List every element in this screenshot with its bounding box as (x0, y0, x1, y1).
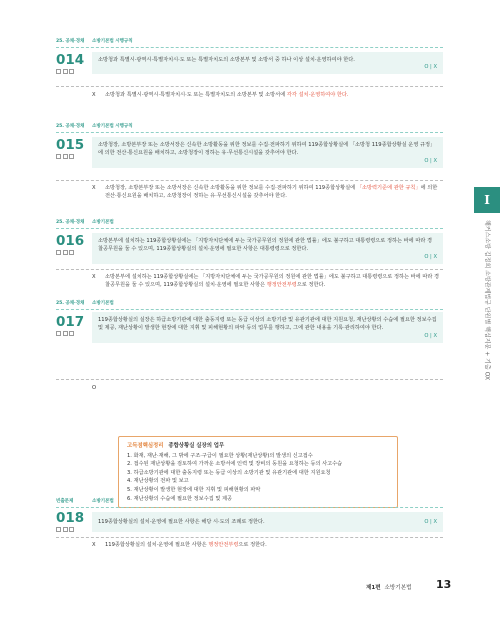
question-number: 017 (56, 314, 85, 330)
law-tag: 소방기본법 시행규칙 (92, 39, 133, 44)
question-header (56, 219, 443, 230)
header-divider (56, 309, 443, 310)
question-014 (56, 38, 443, 112)
chapter-tab[interactable]: I (474, 187, 500, 213)
source-tag: 25. 공채·경채 (56, 220, 85, 225)
law-tag: 소방기본법 시행규칙 (92, 124, 133, 129)
answer-highlight: 각각 설치·운영하여야 한다. (286, 92, 349, 98)
answer-mark: X (92, 274, 96, 280)
keypoint-item: 6. 재난상황의 수습에 필요한 정보수집 및 제공 (127, 495, 233, 502)
question-number: 018 (56, 510, 85, 526)
question-statement: 119종합상황실의 설치·운영에 필요한 사항은 해당 시·도의 조례로 정한다. (98, 519, 265, 525)
question-statement: 소방청과 특별시·광역시·특별자치시·도 또는 특별자치도의 소방본부 및 소방서 중 하나 이상 설치·운영하여야 한다. (98, 57, 355, 63)
question-statement: 소방본부에 설치하는 119종합상황실에는 「지방자치단체에 두는 국가공무원의 정원에 관한 법률」에도 불구하고 대통령령으로 정하는 바에 따라 경찰공무원을 둘 수 있으며, 119종합상황실의 설치·운영에 필요한 사항은 대통령령으로 정한다. (98, 238, 433, 253)
header-divider (56, 228, 443, 229)
keypoint-item: 4. 재난상황의 전파 및 보고 (127, 478, 189, 485)
answer-highlight: 행정안전부령 (208, 542, 239, 548)
review-checkboxes[interactable] (56, 69, 74, 74)
answer-mark: X (92, 185, 96, 191)
source-tag: 25. 공채·경채 (56, 39, 85, 44)
question-statement-panel (92, 137, 443, 168)
side-running-title: 해커스소방 김정희 소방관계법규 단원별 핵심지문 + 기출 OX (483, 220, 491, 381)
keypoint-title: 고득점핵심정리 종합상황실 실장의 업무 (127, 443, 225, 449)
review-checkboxes[interactable] (56, 527, 74, 532)
question-016 (56, 219, 443, 304)
question-header (56, 123, 443, 134)
question-statement-panel (92, 52, 443, 74)
law-tag: 소방기본법 (92, 499, 114, 504)
review-checkboxes[interactable] (56, 154, 74, 159)
question-number: 016 (56, 233, 85, 249)
ox-choice[interactable]: O | X (424, 157, 437, 164)
answer-explanation: X 소방청장, 소방본부장 또는 소방서장은 신속한 소방활동을 위한 정보를 수집·전파하기 위하여 119종합상황실에 「소방력기준에 관한 규칙」에 의한 전산·통신요원을 배치하고, 소방청장이 정하는 유·무선통신시설을 갖추어야 한다. (92, 185, 438, 200)
source-tag: 25. 공채·경채 (56, 301, 85, 306)
ox-choice[interactable]: O | X (424, 332, 437, 339)
answer-explanation: X 소방본부에 설치하는 119종합상황실에는 「지방자치단체에 두는 국가공무원의 정원에 관한 법률」에도 불구하고 대통령령으로 정하는 바에 따라 경찰공무원을 둘 수 있으며, 119종합상황실의 설치·운영에 필요한 사항은 행정안전부령으로 정한다. (92, 274, 440, 289)
header-divider (56, 47, 443, 48)
review-checkboxes[interactable] (56, 250, 74, 255)
question-header (56, 38, 443, 49)
page-footer (366, 583, 412, 591)
keypoint-item: 3. 하급소방기관에 대한 출동지령 또는 동급 이상의 소방기관 및 유관기관에 대한 지원요청 (127, 469, 331, 476)
review-checkboxes[interactable] (56, 331, 74, 336)
answer-divider (56, 180, 443, 181)
footer-chapter: 제1편 (366, 585, 381, 591)
question-statement-panel (92, 312, 443, 343)
question-015 (56, 123, 443, 228)
answer-explanation (92, 384, 443, 392)
question-number: 015 (56, 137, 85, 153)
answer-divider (56, 537, 443, 538)
source-tag: 빈출문제 (56, 499, 74, 504)
answer-mark: O (92, 385, 97, 391)
answer-explanation: X 119종합상황실의 설치·운영에 필요한 사항은 행정안전부령으로 정한다. (92, 542, 267, 548)
answer-explanation: X 소방청과 특별시·광역시·특별자치시·도 또는 특별자치도의 소방본부 및 소방서에 각각 설치·운영하여야 한다. (92, 92, 349, 98)
source-tag: 25. 공채·경채 (56, 124, 85, 129)
ox-choice[interactable]: O | X (424, 519, 437, 526)
answer-highlight: 행정안전부령 (266, 282, 297, 289)
question-number: 014 (56, 52, 85, 68)
page-number: 13 (436, 578, 452, 591)
ox-choice[interactable]: O | X (424, 253, 437, 260)
question-statement: 119종합상황실의 실장은 하급소방기관에 대한 출동지령 또는 동급 이상의 소방기관 및 유관기관에 대한 지원요청, 재난상황의 수습에 필요한 정보수집 및 제공, 재난상황이 발생한 현장에 대한 지휘 및 피해현황의 파악 등의 업무를 행하고, 그에 관한 내용을 기록·관리하여야 한다. (98, 317, 437, 332)
answer-divider (56, 269, 443, 270)
keypoint-item: 2. 접수된 재난상황을 검토하여 가까운 소방서에 인력 및 장비의 동원을 요청하는 등의 사고수습 (127, 461, 343, 468)
answer-divider (56, 86, 443, 87)
question-header (56, 498, 443, 509)
answer-mark: X (92, 92, 96, 98)
answer-divider (56, 379, 443, 380)
question-018 (56, 498, 443, 558)
question-header (56, 300, 443, 311)
keypoint-item: 5. 재난상황이 발생한 현장에 대한 지휘 및 피해현황의 파악 (127, 486, 261, 493)
keypoint-item: 1. 화재, 재난·재해, 그 밖에 구조·구급이 필요한 상황(재난상황)의 발생의 신고접수 (127, 452, 313, 459)
header-divider (56, 132, 443, 133)
answer-highlight: 「소방력기준에 관한 규칙」 (356, 185, 421, 191)
ox-choice[interactable]: O | X (424, 64, 437, 71)
keypoint-tag: 고득점 (127, 443, 143, 449)
question-statement-panel (92, 512, 443, 532)
header-divider (56, 507, 443, 508)
footer-chapter-name: 소방기본법 (384, 585, 412, 591)
question-statement: 소방청장, 소방본부장 또는 소방서장은 신속한 소방활동을 위한 정보를 수집·전파하기 위하여 119종합상황실에 「소방청 119종합상황실 운영 규정」에 의한 전산·통신요원을 배치하고, 소방청장이 정하는 유·무선통신시설을 갖추어야 한다. (98, 142, 436, 157)
question-statement-panel (92, 233, 443, 264)
law-tag: 소방기본법 (92, 220, 114, 225)
keypoint-heading: 종합상황실 실장의 업무 (168, 443, 225, 449)
answer-mark: X (92, 542, 96, 548)
law-tag: 소방기본법 (92, 301, 114, 306)
